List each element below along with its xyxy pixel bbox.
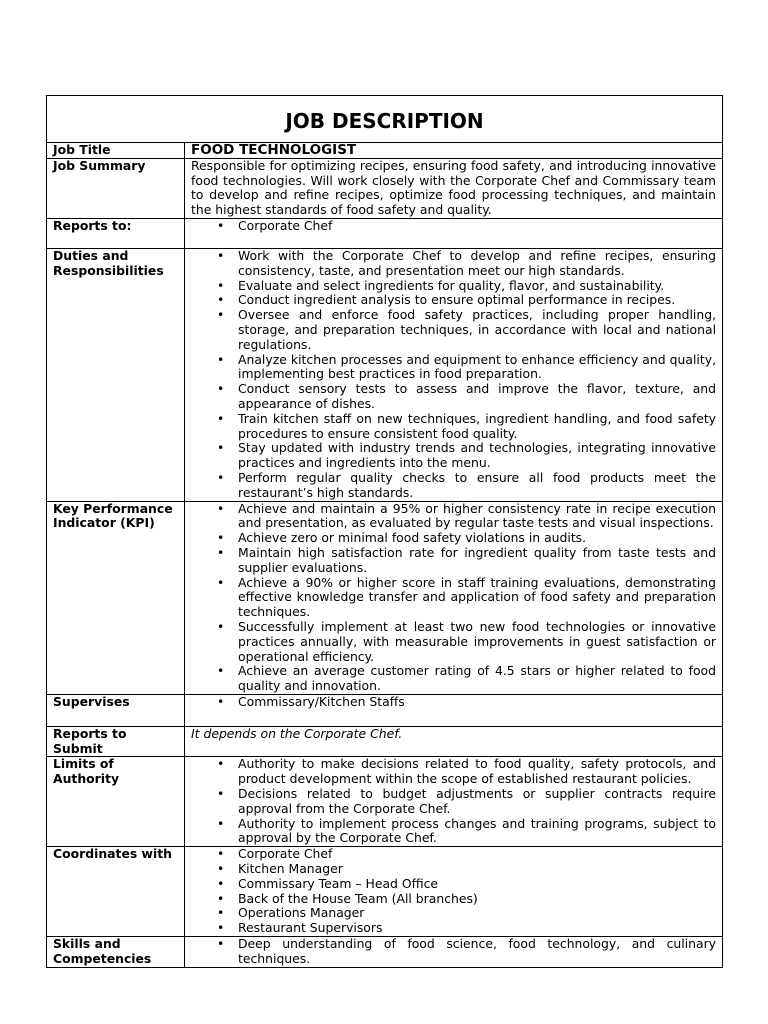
list-item: • Authority to implement process changes and training programs, subject to approval by the Corporate Chef.: [191, 817, 716, 847]
limits-cell: [185, 757, 723, 847]
list-item: • Decisions related to budget adjustments or supplier contracts require approval from the Corporate Chef.: [191, 787, 716, 817]
reports-to-label: Reports to:: [47, 218, 185, 248]
list-item: • Commissary/Kitchen Staffs: [191, 695, 716, 710]
skills-list: [191, 937, 716, 967]
job-summary-label: Job Summary: [47, 158, 185, 218]
list-item: • Work with the Corporate Chef to develop and refine recipes, ensuring consistency, taste, and presentation meet our high standards.: [191, 249, 716, 279]
list-item: • Perform regular quality checks to ensure all food products meet the restaurant’s high standards.: [191, 471, 716, 501]
supervises-list: [191, 695, 716, 710]
list-item: • Kitchen Manager: [191, 862, 716, 877]
coordinates-label: Coordinates with: [47, 847, 185, 937]
list-item: • Stay updated with industry trends and technologies, integrating innovative practices and ingredients into the menu.: [191, 441, 716, 471]
list-item: • Back of the House Team (All branches): [191, 892, 716, 907]
kpi-row: [47, 501, 723, 694]
list-item: • Maintain high satisfaction rate for ingredient quality from taste tests and supplier evaluations.: [191, 546, 716, 576]
list-item: • Deep understanding of food science, food technology, and culinary techniques.: [191, 937, 716, 967]
reports-to-submit-label: Reports to Submit: [47, 726, 185, 757]
job-summary-row: [47, 158, 723, 218]
list-item: • Corporate Chef: [191, 219, 716, 234]
list-item: • Successfully implement at least two new food technologies or innovative practices annually, with measurable improvements in guest satisfaction or operational efficiency.: [191, 620, 716, 664]
list-item: • Achieve and maintain a 95% or higher consistency rate in recipe execution and presentation, as evaluated by regular taste tests and visual inspections.: [191, 502, 716, 532]
list-item: • Evaluate and select ingredients for quality, flavor, and sustainability.: [191, 279, 716, 294]
document-title: JOB DESCRIPTION: [47, 96, 723, 143]
duties-label: Duties and Responsibilities: [47, 248, 185, 501]
list-item: • Restaurant Supervisors: [191, 921, 716, 936]
job-title-label: Job Title: [47, 143, 185, 159]
list-item: • Train kitchen staff on new techniques, ingredient handling, and food safety procedures to ensure consistent food quality.: [191, 412, 716, 442]
list-item: • Conduct ingredient analysis to ensure optimal performance in recipes.: [191, 293, 716, 308]
title-row: [47, 96, 723, 143]
job-title-value: FOOD TECHNOLOGIST: [185, 143, 723, 159]
duties-list: [191, 249, 716, 501]
reports-to-submit-row: [47, 726, 723, 757]
reports-to-row: [47, 218, 723, 248]
reports-to-list: [191, 219, 716, 234]
list-item: • Achieve a 90% or higher score in staff training evaluations, demonstrating effective knowledge transfer and application of food safety and preparation techniques.: [191, 576, 716, 620]
list-item: • Analyze kitchen processes and equipment to enhance efficiency and quality, implementing best practices in food preparation.: [191, 353, 716, 383]
supervises-cell: [185, 694, 723, 726]
limits-list: [191, 757, 716, 846]
reports-to-submit-text: It depends on the Corporate Chef.: [185, 726, 723, 757]
list-item: • Corporate Chef: [191, 847, 716, 862]
kpi-cell: [185, 501, 723, 694]
skills-row: [47, 937, 723, 968]
supervises-row: [47, 694, 723, 726]
reports-to-cell: [185, 218, 723, 248]
coordinates-cell: [185, 847, 723, 937]
list-item: • Achieve an average customer rating of 4.5 stars or higher related to food quality and innovation.: [191, 664, 716, 694]
skills-label: Skills and Competencies: [47, 937, 185, 968]
duties-cell: [185, 248, 723, 501]
list-item: • Achieve zero or minimal food safety violations in audits.: [191, 531, 716, 546]
list-item: • Commissary Team – Head Office: [191, 877, 716, 892]
job-description-table: [46, 95, 723, 968]
list-item: • Operations Manager: [191, 906, 716, 921]
kpi-list: [191, 502, 716, 694]
kpi-label: Key Performance Indicator (KPI): [47, 501, 185, 694]
list-item: • Oversee and enforce food safety practices, including proper handling, storage, and preparation techniques, in accordance with local and national regulations.: [191, 308, 716, 352]
coordinates-row: [47, 847, 723, 937]
supervises-label: Supervises: [47, 694, 185, 726]
list-item: • Conduct sensory tests to assess and improve the flavor, texture, and appearance of dishes.: [191, 382, 716, 412]
limits-row: [47, 757, 723, 847]
limits-label: Limits of Authority: [47, 757, 185, 847]
job-summary-text: Responsible for optimizing recipes, ensuring food safety, and introducing innovative food technologies. Will work closely with the Corporate Chef and Commissary team to develop and refine recipes, optimize food processing techniques, and maintain the highest standards of food safety and quality.: [185, 158, 723, 218]
duties-row: [47, 248, 723, 501]
job-title-row: [47, 143, 723, 159]
coordinates-list: [191, 847, 716, 936]
skills-cell: [185, 937, 723, 968]
list-item: • Authority to make decisions related to food quality, safety protocols, and product development within the scope of established restaurant policies.: [191, 757, 716, 787]
